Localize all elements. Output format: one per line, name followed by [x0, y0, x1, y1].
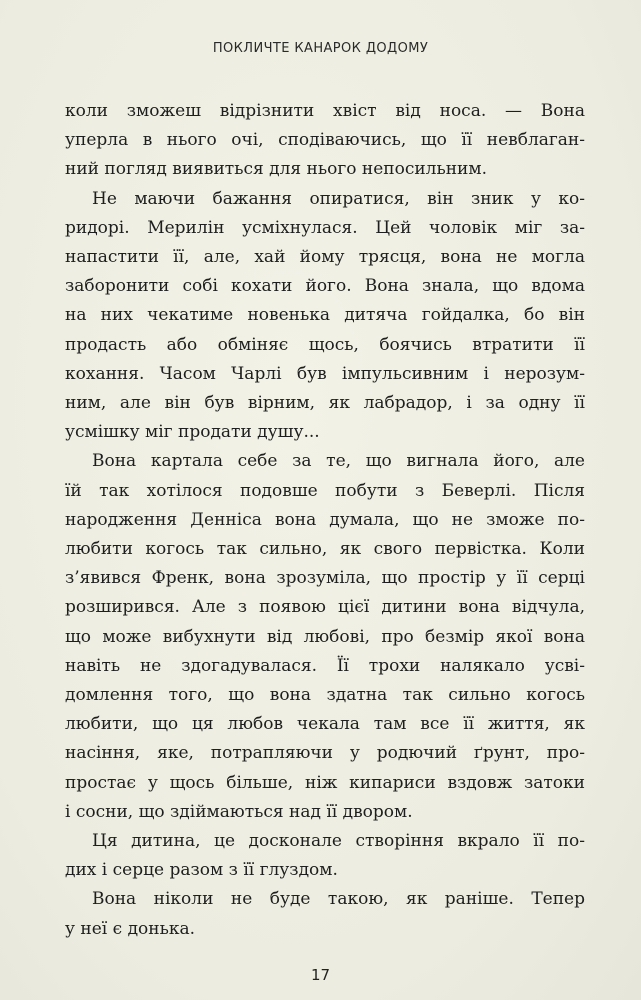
page-number: 17	[310, 966, 331, 984]
text-line: ним, але він був вірним, як лабрадор, і за одну її	[65, 393, 585, 414]
running-head: ПОКЛИЧТЕ КАНАРОК ДОДОМУ	[212, 41, 429, 56]
text-line: ридорі. Мерилін усміхнулася. Цей чоловік міг за-	[65, 217, 585, 238]
text-line: дих і серце разом з її глуздом.	[65, 860, 338, 881]
text-line: розширився. Але з появою цієї дитини вона відчула,	[65, 597, 585, 618]
text-line: усмішку міг продати душу...	[65, 422, 320, 443]
text-line: простає у щось більше, ніж кипариси вздовж затоки	[65, 772, 585, 793]
text-line: і сосни, що здіймаються над її двором.	[65, 801, 413, 822]
paragraph-4	[65, 827, 585, 885]
text-line: з’явився Френк, вона зрозуміла, що простір у її серці	[65, 568, 585, 589]
paragraph-5	[65, 885, 585, 943]
text-line: їй так хотілося подовше побути з Беверлі. Після	[65, 480, 585, 501]
text-line: Не маючи бажання опиратися, він зник у ко-	[92, 188, 585, 209]
text-line: народження Денніса вона думала, що не зможе по-	[65, 509, 585, 530]
paragraph-1	[65, 97, 585, 185]
text-line: навіть не здогадувалася. Її трохи налякало усві-	[65, 655, 585, 676]
body-text	[65, 97, 585, 944]
text-line: у неї є донька.	[65, 918, 196, 939]
text-line: Ця дитина, це досконале створіння вкрало її по-	[92, 831, 585, 852]
text-line: уперла в нього очі, сподіваючись, що її невблаган-	[65, 130, 585, 151]
paragraph-3	[65, 447, 585, 827]
paragraph-2	[65, 185, 585, 448]
text-line: любити когось так сильно, як свого первістка. Коли	[65, 539, 585, 560]
text-line: домлення того, що вона здатна так сильно когось	[65, 685, 585, 706]
text-line: Вона картала себе за те, що вигнала його, але	[92, 451, 585, 472]
text-line: кохання. Часом Чарлі був імпульсивним і нерозум-	[65, 363, 585, 384]
text-line: що може вибухнути від любові, про безмір якої вона	[65, 626, 585, 647]
text-line: продасть або обміняє щось, боячись втратити її	[65, 334, 585, 355]
text-line: любити, що ця любов чекала там все її життя, як	[65, 714, 585, 735]
text-line: на них чекатиме новенька дитяча гойдалка, бо він	[65, 305, 585, 326]
text-line: коли зможеш відрізнити хвіст від носа. — Вона	[65, 101, 585, 121]
text-line: насіння, яке, потрапляючи у родючий ґрунт, про-	[65, 743, 585, 764]
text-line: заборонити собі кохати його. Вона знала, що вдома	[65, 276, 585, 297]
text-line: Вона ніколи не буде такою, як раніше. Тепер	[92, 889, 585, 910]
text-line: напастити її, але, хай йому трясця, вона не могла	[65, 247, 585, 268]
text-line: ний погляд виявиться для нього непосильним.	[65, 159, 488, 180]
